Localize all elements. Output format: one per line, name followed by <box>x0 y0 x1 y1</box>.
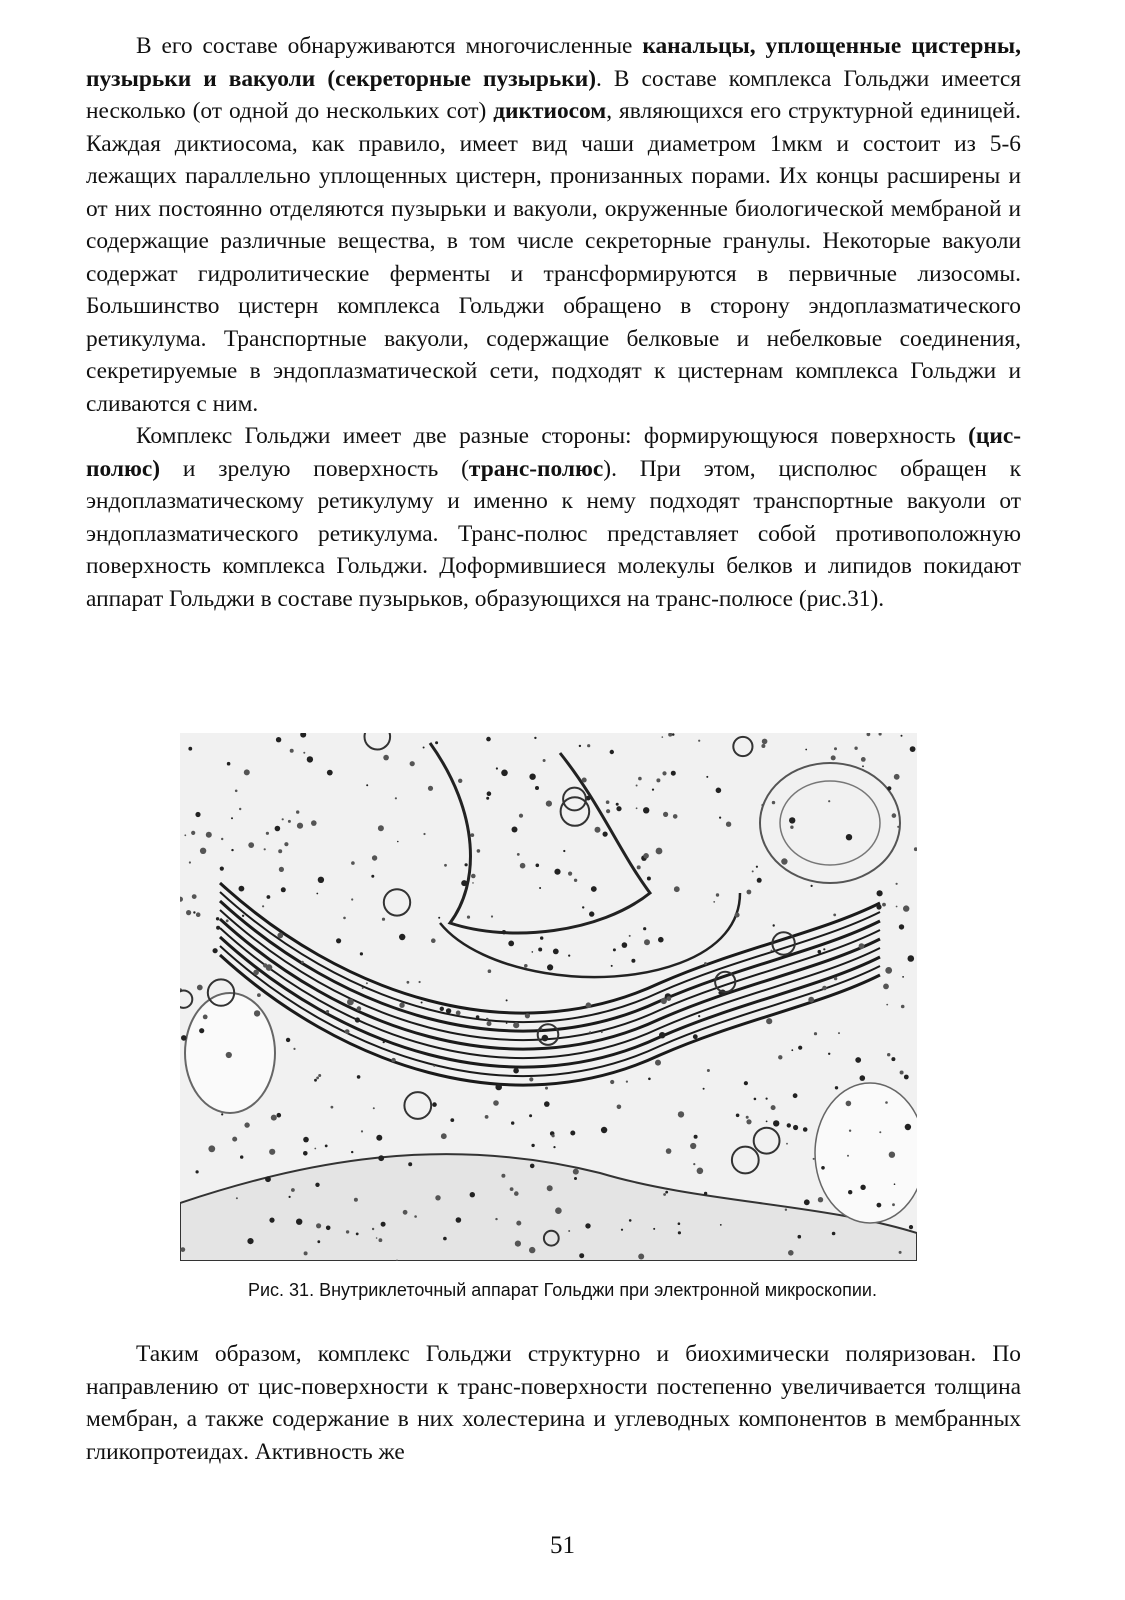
micrograph-image <box>180 733 917 1261</box>
paragraph: Комплекс Гольджи имеет две разные стороны: формирующуюся поверхность (цис-полюс) и зрелую поверхность (транс-полюс). При этом, цисполюс обращен к эндоплазматическому ретикулуму и именно к нему подходят транспортные вакуоли от эндоплазматического ретикулума. Транс-полюс представляет собой противоположную поверхность комплекса Гольджи. Доформившиеся молекулы белков и липидов покидают аппарат Гольджи в составе пузырьков, образующихся на транс-полюсе (рис.31). <box>86 423 1021 612</box>
paragraph: Таким образом, комплекс Гольджи структурно и биохимически поляризован. По направлению от цис-поверхности к транс-поверхности постепенно увеличивается толщина мембран, а также содержание в них холестерина и углеводных компонентов в мембранных гликопротеидах. Активность же <box>86 1341 1021 1465</box>
golgi-micrograph <box>180 733 917 1261</box>
paragraph: В его составе обнаруживаются многочисленные канальцы, уплощенные цистерны, пузырьки и вакуоли (секреторные пузырьки). В составе комплекса Гольджи имеется несколько (от одной до нескольких сот) диктиосом, являющихся его структурной единицей. Каждая диктиосома, как правило, имеет вид чаши диаметром 1мкм и состоит из 5-6 лежащих параллельно уплощенных цистерн, пронизанных порами. Их концы расширены и от них постоянно отделяются пузырьки и вакуоли, окруженные биологической мембраной и содержащие различные вещества, в том числе секреторные гранулы. Некоторые вакуоли содержат гидролитические ферменты и трансформируются в первичные лизосомы. Большинство цистерн комплекса Гольджи обращено в сторону эндоплазматического ретикулума. Транспортные вакуоли, содержащие белковые и небелковые соединения, секретируемые в эндоплазматической сети, подходят к цистернам комплекса Гольджи и сливаются с ним. <box>86 33 1022 417</box>
body-text-bottom <box>86 1338 1021 1468</box>
body-text-top <box>86 30 1021 615</box>
page-number: 51 <box>550 1532 575 1559</box>
figure-caption: Рис. 31. Внутриклеточный аппарат Гольджи при электронной микроскопии. <box>247 1280 877 1300</box>
